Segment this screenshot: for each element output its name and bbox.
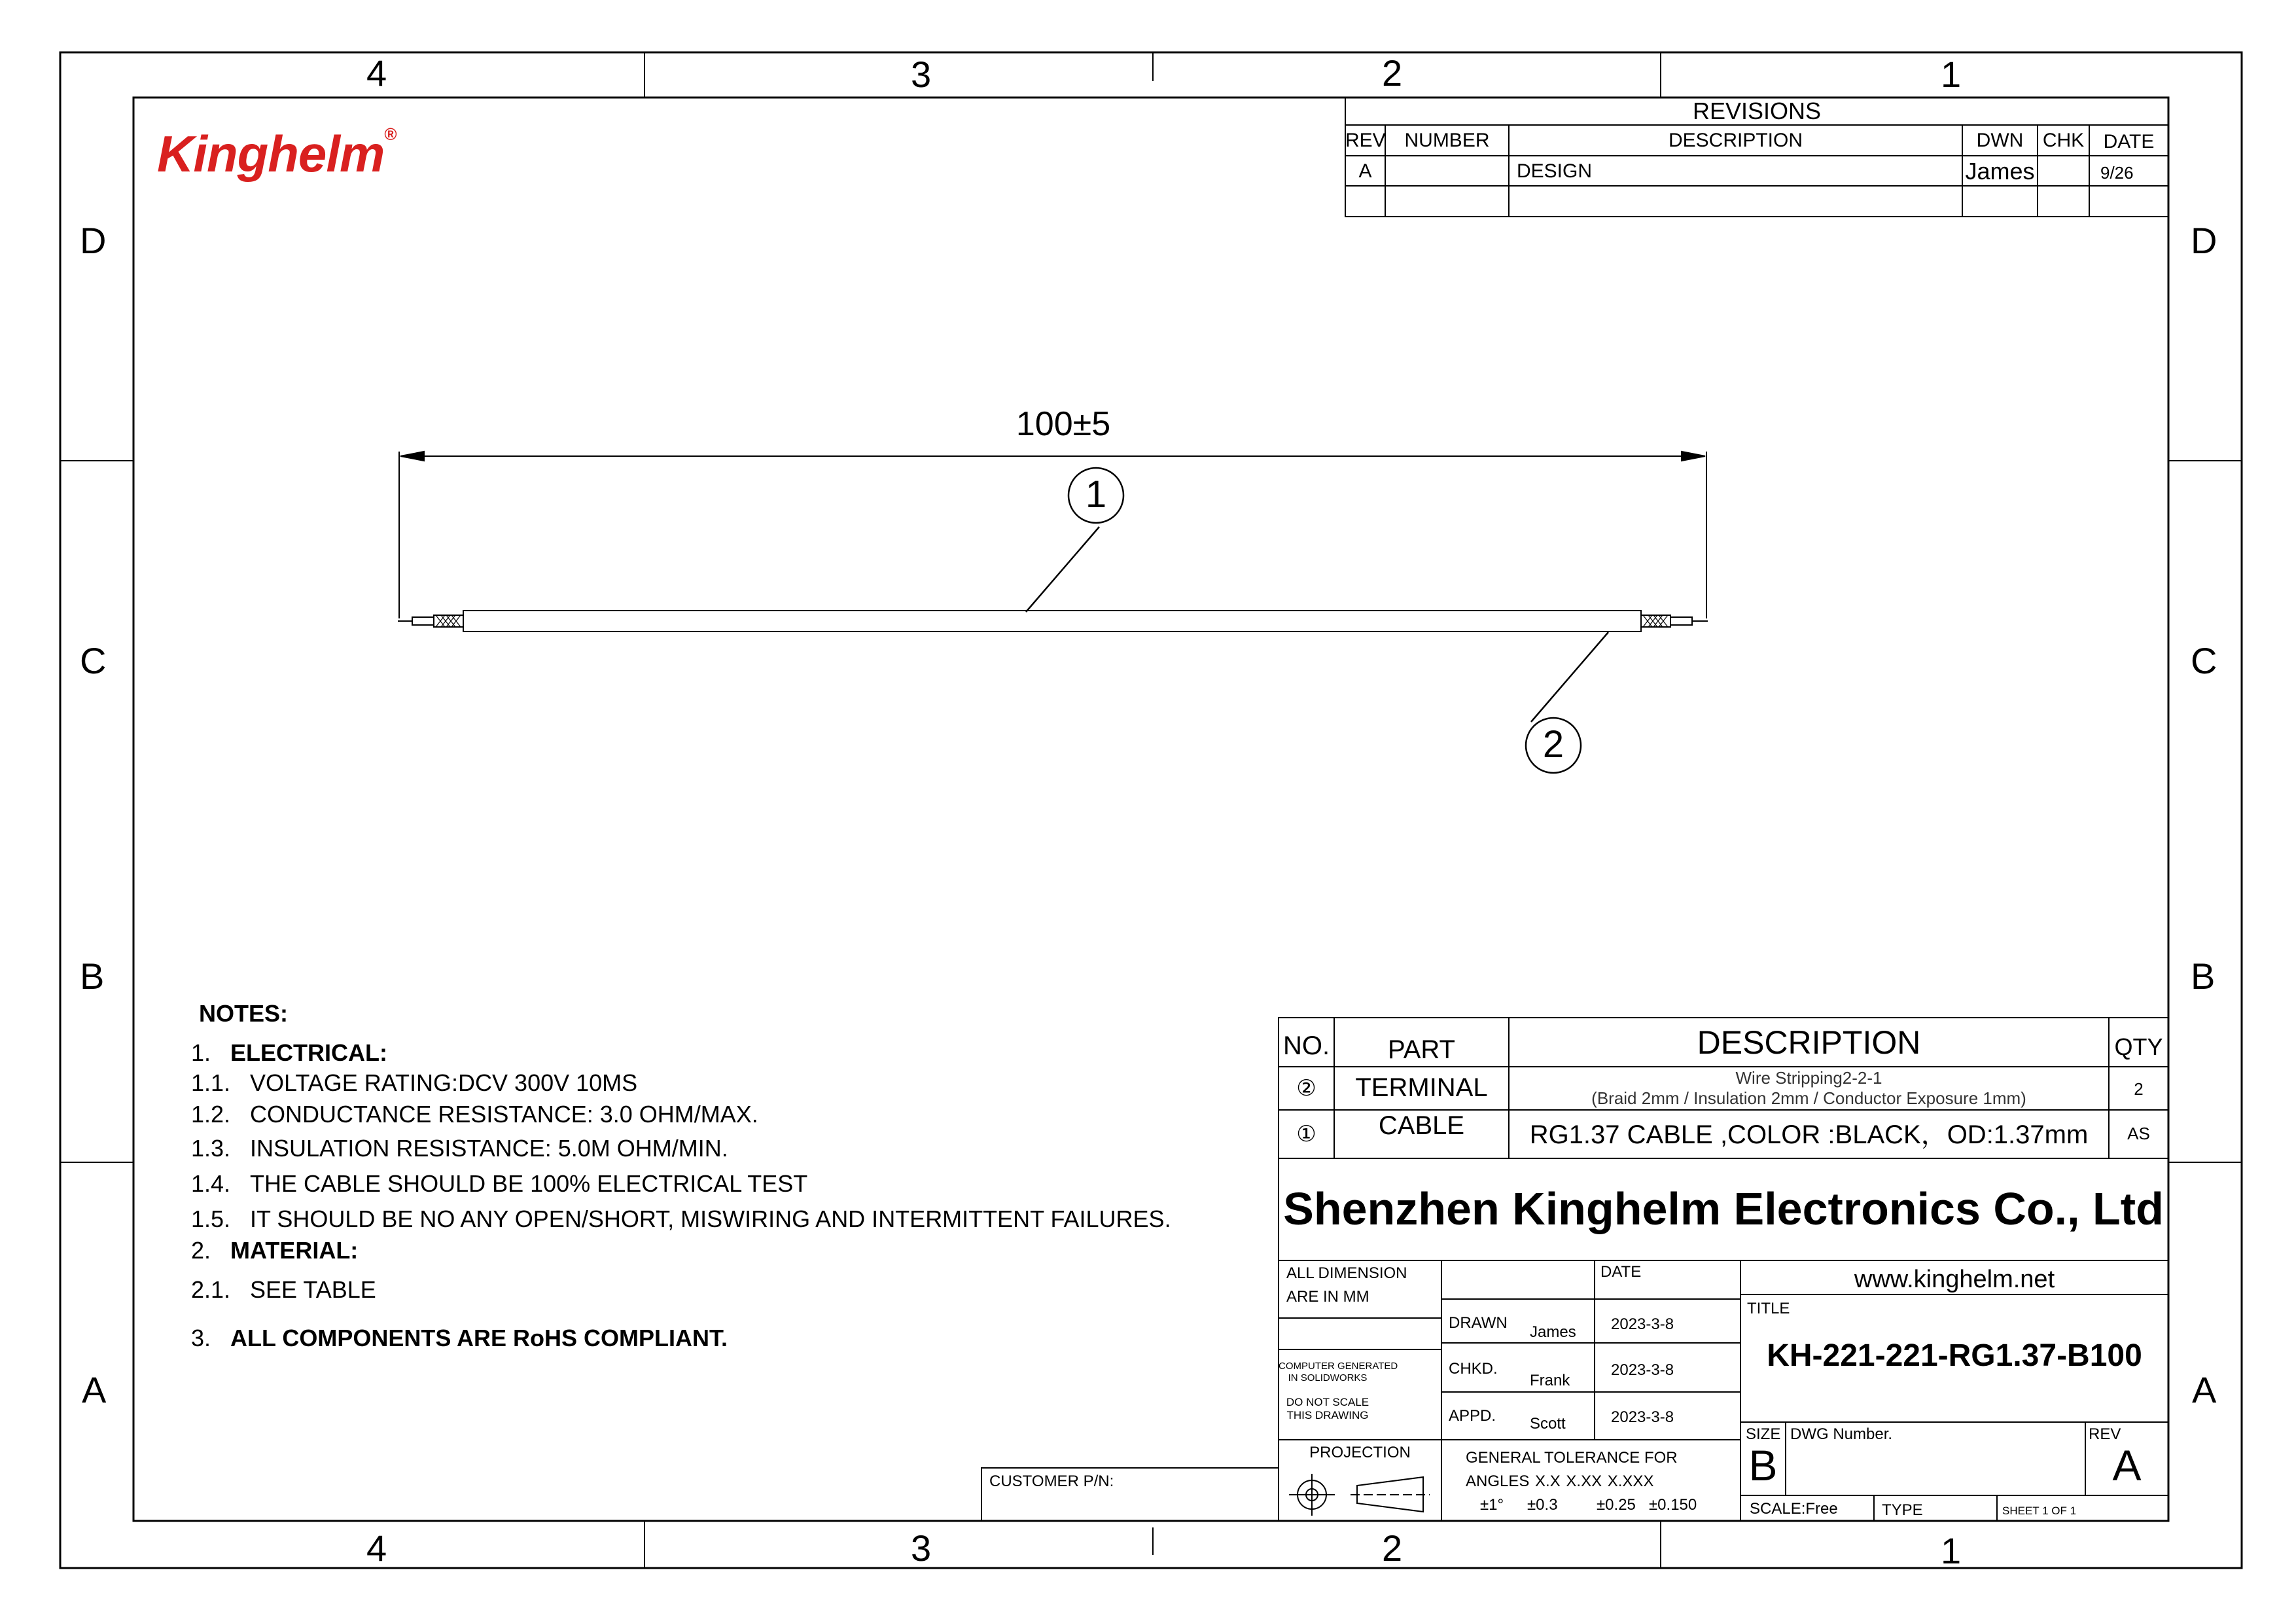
bom-row-1-part: CABLE: [1378, 1111, 1465, 1140]
kinghelm-logo: Kinghelm®: [157, 124, 397, 183]
note-1-4: THE CABLE SHOULD BE 100% ELECTRICAL TEST: [250, 1170, 808, 1197]
drawing-title: KH-221-221-RG1.37-B100: [1767, 1338, 2142, 1373]
rev-header-chk: CHK: [2042, 130, 2085, 151]
drawn-label: DRAWN: [1449, 1314, 1508, 1332]
note-3-num: 3.: [191, 1325, 211, 1351]
size-value: B: [1748, 1441, 1778, 1489]
rev-row-description: DESIGN: [1517, 160, 1593, 182]
balloon-2-label: 2: [1542, 723, 1564, 766]
zone-top-2: 2: [1382, 52, 1403, 94]
notes-title: NOTES:: [199, 1000, 289, 1027]
appd-label: APPD.: [1449, 1407, 1496, 1425]
rev-header-number: NUMBER: [1404, 130, 1490, 151]
computer-generated-line2: IN SOLIDWORKS: [1288, 1372, 1368, 1383]
note-3-title: ALL COMPONENTS ARE RoHS COMPLIANT.: [230, 1325, 728, 1351]
rev-header-dwn: DWN: [1976, 130, 2024, 151]
bom-row-1-qty: AS: [2127, 1124, 2150, 1143]
bom-row-2-desc-line1: Wire Stripping2-2-1: [1735, 1068, 1882, 1088]
zone-left-a: A: [82, 1369, 107, 1410]
bom-row-2-desc-line2: (Braid 2mm / Insulation 2mm / Conductor Exposure 1mm): [1591, 1088, 2026, 1108]
note-1-2: CONDUCTANCE RESISTANCE: 3.0 OHM/MAX.: [250, 1101, 758, 1128]
zone-right-b: B: [2191, 955, 2216, 997]
date-label: DATE: [1600, 1263, 1642, 1281]
computer-generated-line1: COMPUTER GENERATED: [1279, 1361, 1398, 1372]
zone-right-a: A: [2192, 1369, 2217, 1410]
appd-date: 2023-3-8: [1611, 1408, 1674, 1426]
bom-header-description: DESCRIPTION: [1697, 1024, 1921, 1061]
tolerance-labels: ANGLES X.X X.XX X.XXX: [1466, 1472, 1654, 1490]
rev-label: REV: [2089, 1425, 2121, 1443]
zone-top-4: 4: [366, 52, 387, 94]
balloon-1-label: 1: [1085, 473, 1107, 516]
sheet-count: SHEET 1 OF 1: [2002, 1505, 2077, 1517]
bom-row-2-qty: 2: [2134, 1079, 2144, 1099]
rev-row-rev: A: [1358, 160, 1372, 182]
note-1-3: INSULATION RESISTANCE: 5.0M OHM/MIN.: [250, 1135, 728, 1162]
appd-name: Scott: [1530, 1415, 1566, 1433]
dwg-number-label: DWG Number.: [1790, 1425, 1893, 1443]
note-2-1: SEE TABLE: [250, 1276, 376, 1303]
note-1-5: IT SHOULD BE NO ANY OPEN/SHORT, MISWIRING AND INTERMITTENT FAILURES.: [250, 1205, 1171, 1232]
do-not-scale-line1: DO NOT SCALE: [1286, 1396, 1369, 1408]
projection-label: PROJECTION: [1309, 1444, 1411, 1461]
bom-header-qty: QTY: [2114, 1033, 2163, 1060]
chkd-label: CHKD.: [1449, 1360, 1498, 1378]
bom-row-2-part: TERMINAL: [1355, 1073, 1488, 1102]
tolerance-x: ±0.3: [1527, 1496, 1558, 1514]
title-label: TITLE: [1747, 1300, 1790, 1317]
revisions-title: REVISIONS: [1692, 98, 1822, 124]
drawn-name: James: [1530, 1323, 1576, 1341]
chkd-name: Frank: [1530, 1372, 1570, 1389]
note-1-2-num: 1.2.: [191, 1101, 231, 1128]
zone-right-c: C: [2191, 640, 2217, 681]
bom-header-part: PART: [1388, 1035, 1455, 1064]
zone-bottom-3: 3: [911, 1527, 932, 1569]
bom-row-1-no: ①: [1296, 1122, 1316, 1147]
note-1-4-num: 1.4.: [191, 1170, 231, 1197]
tolerance-angle: ±1°: [1480, 1496, 1504, 1514]
note-2-num: 2.: [191, 1237, 211, 1264]
rev-header-date: DATE: [2103, 131, 2155, 152]
note-1-1: VOLTAGE RATING:DCV 300V 10MS: [250, 1069, 638, 1096]
scale: SCALE:Free: [1750, 1500, 1838, 1518]
zone-left-b: B: [80, 955, 105, 997]
note-2-title: MATERIAL:: [230, 1237, 359, 1264]
rev-row-date: 9/26: [2100, 163, 2134, 183]
all-dimension-line2: ARE IN MM: [1286, 1288, 1369, 1306]
note-1-5-num: 1.5.: [191, 1205, 231, 1232]
bom-row-1-description: RG1.37 CABLE ,COLOR :BLACK，OD:1.37mm: [1529, 1120, 2089, 1149]
zone-right-d: D: [2191, 220, 2217, 261]
rev-value: A: [2112, 1441, 2142, 1489]
rev-header-rev: REV: [1345, 130, 1386, 151]
note-1-num: 1.: [191, 1039, 211, 1066]
zone-left-d: D: [80, 220, 107, 261]
note-1-title: ELECTRICAL:: [230, 1039, 387, 1066]
note-1-1-num: 1.1.: [191, 1069, 231, 1096]
projection-symbol: [1289, 1474, 1430, 1516]
note-2-1-num: 2.1.: [191, 1276, 231, 1303]
zone-bottom-1: 1: [1941, 1530, 1962, 1571]
zone-top-3: 3: [911, 54, 932, 95]
note-1-3-num: 1.3.: [191, 1135, 231, 1162]
tolerance-title: GENERAL TOLERANCE FOR: [1466, 1449, 1678, 1467]
size-label: SIZE: [1746, 1425, 1781, 1443]
tolerance-xx: ±0.25: [1597, 1496, 1636, 1514]
website: www.kinghelm.net: [1854, 1266, 2055, 1293]
rev-row-dwn: James: [1965, 158, 2035, 185]
zone-bottom-2: 2: [1382, 1527, 1403, 1569]
zone-top-1: 1: [1941, 54, 1962, 95]
tolerance-xxx: ±0.150: [1649, 1496, 1697, 1514]
length-dimension: 100±5: [1016, 405, 1111, 443]
zone-left-c: C: [80, 640, 107, 681]
rev-header-description: DESCRIPTION: [1668, 130, 1803, 151]
do-not-scale-line2: THIS DRAWING: [1286, 1409, 1369, 1421]
bom-row-2-no: ②: [1296, 1076, 1316, 1101]
company-name: Shenzhen Kinghelm Electronics Co., Ltd: [1283, 1183, 2164, 1234]
zone-bottom-4: 4: [366, 1527, 387, 1569]
bom-header-no: NO.: [1282, 1031, 1330, 1060]
all-dimension-line1: ALL DIMENSION: [1286, 1264, 1407, 1282]
customer-pn-label: CUSTOMER P/N:: [989, 1472, 1114, 1490]
drawn-date: 2023-3-8: [1611, 1315, 1674, 1333]
type-label: TYPE: [1882, 1501, 1923, 1519]
chkd-date: 2023-3-8: [1611, 1361, 1674, 1379]
